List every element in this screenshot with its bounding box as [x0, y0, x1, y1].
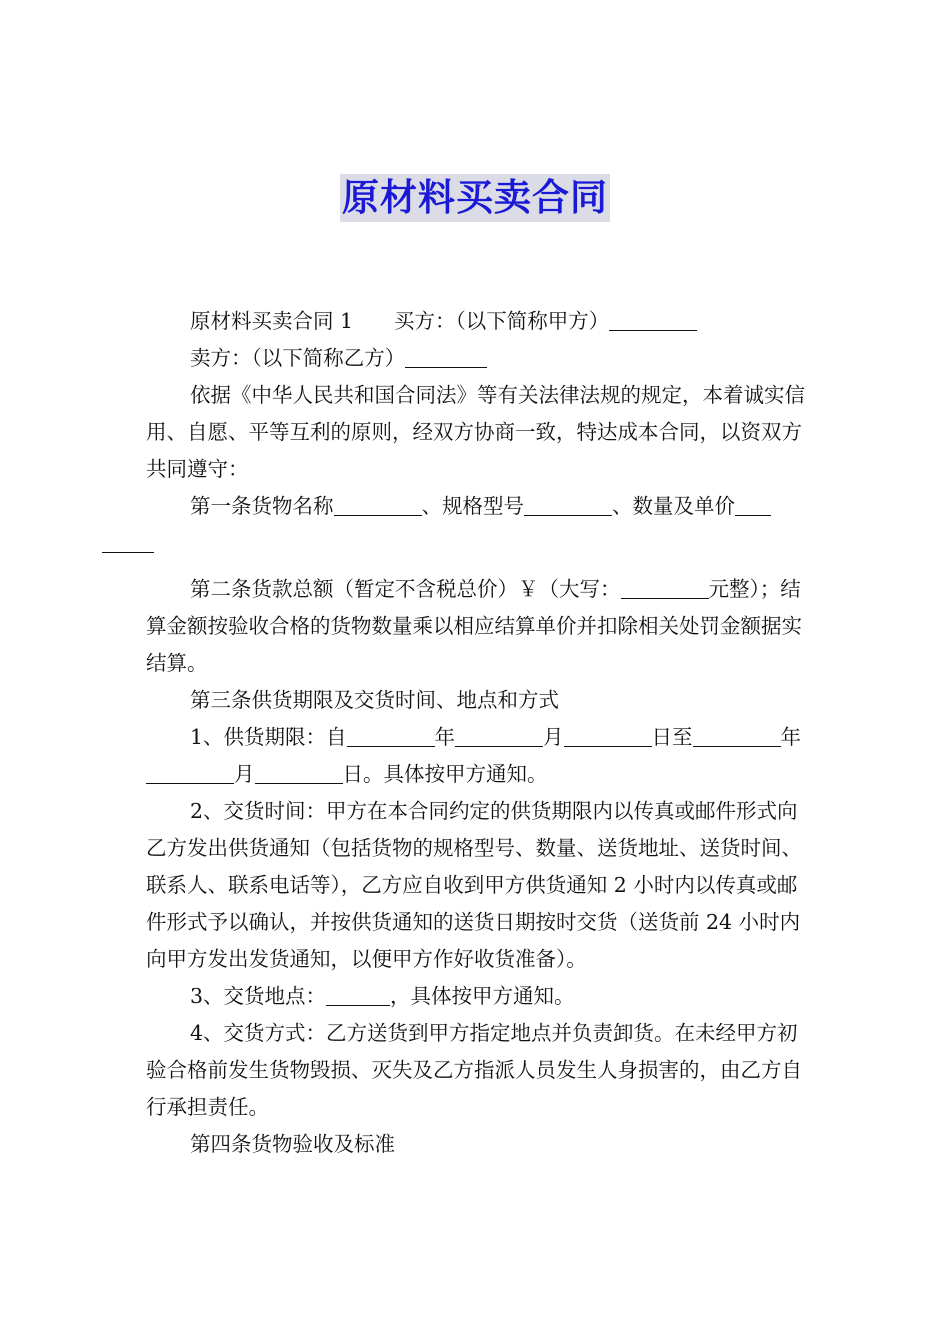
- start-month-blank: [455, 722, 543, 747]
- end-year-blank: [693, 722, 781, 747]
- end-day-blank: [255, 759, 343, 784]
- paragraph-seller: [146, 340, 808, 377]
- article-1-goods-name: 第一条货物名称: [190, 494, 334, 518]
- article-1-qty-price: 、数量及单价: [612, 494, 735, 518]
- goods-name-blank: [334, 491, 422, 516]
- seller-line-text: 卖方：（以下简称乙方）: [190, 346, 406, 370]
- document-body: [146, 303, 808, 1163]
- day-to-label: 日至: [651, 725, 693, 749]
- paragraph-supply-period: [146, 719, 808, 793]
- year-label-2: 年: [780, 725, 802, 749]
- paragraph-article-3: 第三条供货期限及交货时间、地点和方式: [190, 688, 559, 712]
- start-year-blank: [347, 722, 435, 747]
- paragraph-preamble: 依据《中华人民共和国合同法》等有关法律法规的规定，本着诚实信用、自愿、平等互利的原则，经双方协商一致，特达成本合同，以资双方共同遵守：: [146, 383, 805, 481]
- article-2-total: 第二条货款总额（暂定不含税总价）￥（大写：: [190, 577, 621, 601]
- document-title: 原材料买卖合同: [340, 174, 610, 222]
- paragraph-delivery-time: 2、交货时间：甲方在本合同约定的供货期限内以传真或邮件形式向乙方发出供货通知（包括货物的规格型号、数量、送货地址、送货时间、联系人、联系电话等），乙方应自收到甲方供货通知 2 小时内以传真或邮件形式予以确认，并按供货通知的送货日期按时交货（送货前 24 小时内向甲方发出发货通知，以便甲方作好收货准备）。: [146, 799, 802, 971]
- paragraph-buyer: [146, 303, 808, 340]
- paragraph-delivery-method: 4、交货方式：乙方送货到甲方指定地点并负责卸货。在未经甲方初验合格前发生货物毁损、灭失及乙方指派人员发生人身损害的，由乙方自行承担责任。: [146, 1021, 802, 1119]
- paragraph-article-2: [146, 571, 808, 682]
- supply-period-end: 日。具体按甲方通知。: [342, 762, 548, 786]
- qty-price-blank-b: [102, 528, 154, 553]
- month-label-2: 月: [234, 762, 255, 786]
- qty-price-blank-a: [735, 491, 771, 516]
- amount-words-blank: [621, 574, 709, 599]
- year-label-1: 年: [434, 725, 456, 749]
- supply-period-from: 1、供货期限：自: [190, 725, 347, 749]
- spec-blank: [524, 491, 612, 516]
- buyer-blank: [609, 306, 697, 331]
- delivery-place-note: ，具体按甲方通知。: [390, 984, 575, 1008]
- month-label-1: 月: [543, 725, 564, 749]
- article-2-settlement: 元整）；结算金额按验收合格的货物数量乘以相应结算单价并扣除相关处罚金额据实结算。: [146, 577, 802, 675]
- title-container: [0, 174, 950, 222]
- delivery-place-blank: [326, 981, 390, 1006]
- buyer-line-text: 原材料买卖合同 1 买方：（以下简称甲方）: [190, 309, 610, 333]
- seller-blank: [405, 343, 487, 368]
- start-day-blank: [564, 722, 652, 747]
- paragraph-article-4: 第四条货物验收及标准: [190, 1132, 395, 1156]
- delivery-place-label: 3、交货地点：: [190, 984, 327, 1008]
- end-month-blank: [146, 759, 234, 784]
- paragraph-delivery-place: [146, 978, 808, 1015]
- paragraph-article-1: [146, 488, 808, 562]
- article-1-spec: 、规格型号: [421, 494, 524, 518]
